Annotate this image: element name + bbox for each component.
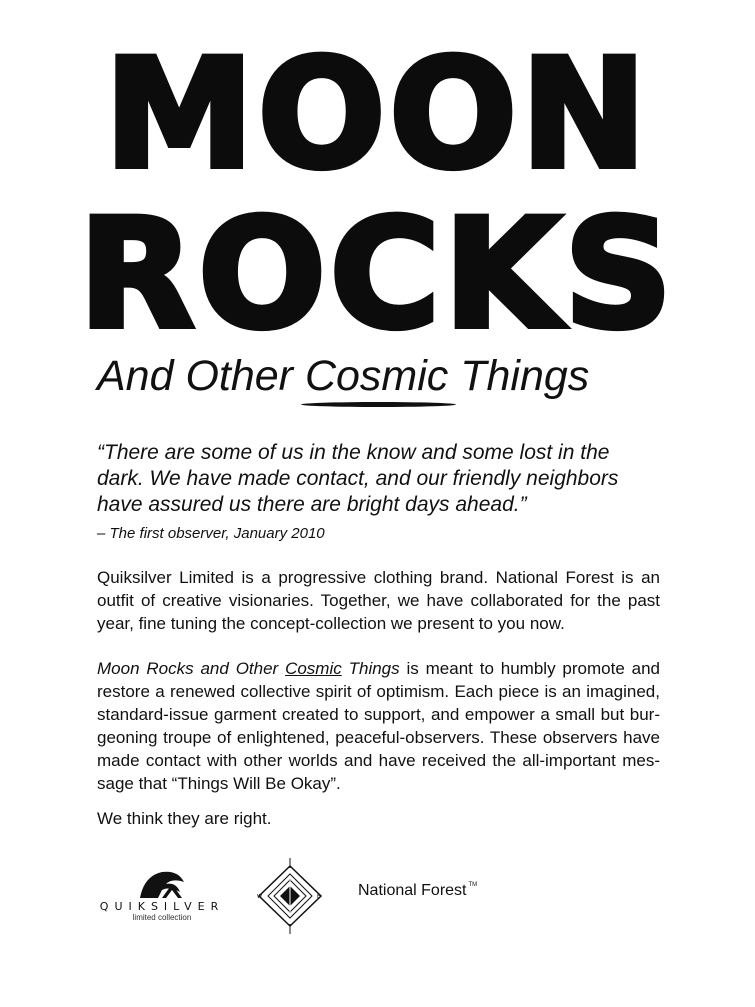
quiksilver-logo	[92, 868, 232, 928]
paragraph-closing: We think they are right.	[97, 809, 272, 828]
subtitle-before: And Other	[97, 352, 305, 400]
national-forest-name: National Forest	[358, 882, 467, 899]
national-forest-logo	[358, 882, 477, 900]
subtitle-cosmic: Cosmic	[304, 352, 449, 400]
quiksilver-subtitle: limited collection	[132, 913, 192, 922]
diamond-compass-emblem-icon	[255, 856, 325, 936]
collection-title-cosmic: Cosmic	[285, 659, 342, 678]
title-rocks: ROCKS	[78, 188, 677, 362]
quote-text: “There are some of us in the know and some lost in the dark. We have made contact, and our friendly neighbors have assured us there are bright days ahead.”	[97, 441, 619, 516]
quote-attribution: – The first observer, January 2010	[97, 525, 325, 542]
title-moon: MOON	[104, 28, 651, 202]
svg-text:E: E	[317, 894, 321, 900]
trademark-symbol: TM	[468, 882, 478, 888]
paragraph-mission-text: is meant to humbly promote and restore a renewed collective spirit of optimism. Each piece is an imagined, standard-issue garment created to support, and empower a small but burgeoning troupe of enlightened, peaceful-observers. These observers have made contact with other worlds and have received the all-important message that “Things Will Be Okay”.	[97, 659, 661, 793]
collection-title	[97, 659, 400, 678]
subtitle	[97, 352, 589, 401]
quiksilver-wave-mountain-icon	[92, 868, 232, 900]
collection-title-b: Things	[341, 659, 400, 678]
quiksilver-wordmark: QUIKSILVER	[99, 900, 225, 913]
subtitle-after: Things	[448, 352, 590, 400]
svg-text:W: W	[257, 894, 262, 900]
paragraph-mission	[97, 657, 660, 795]
collection-title-a: Moon Rocks and Other	[97, 659, 286, 678]
paragraph-intro: Quiksilver Limited is a progressive clothing brand. National Forest is an outfit of creative visionaries. Together, we have collaborated for the past year, fine tuning the concept-collection we present to you now.	[97, 568, 660, 633]
